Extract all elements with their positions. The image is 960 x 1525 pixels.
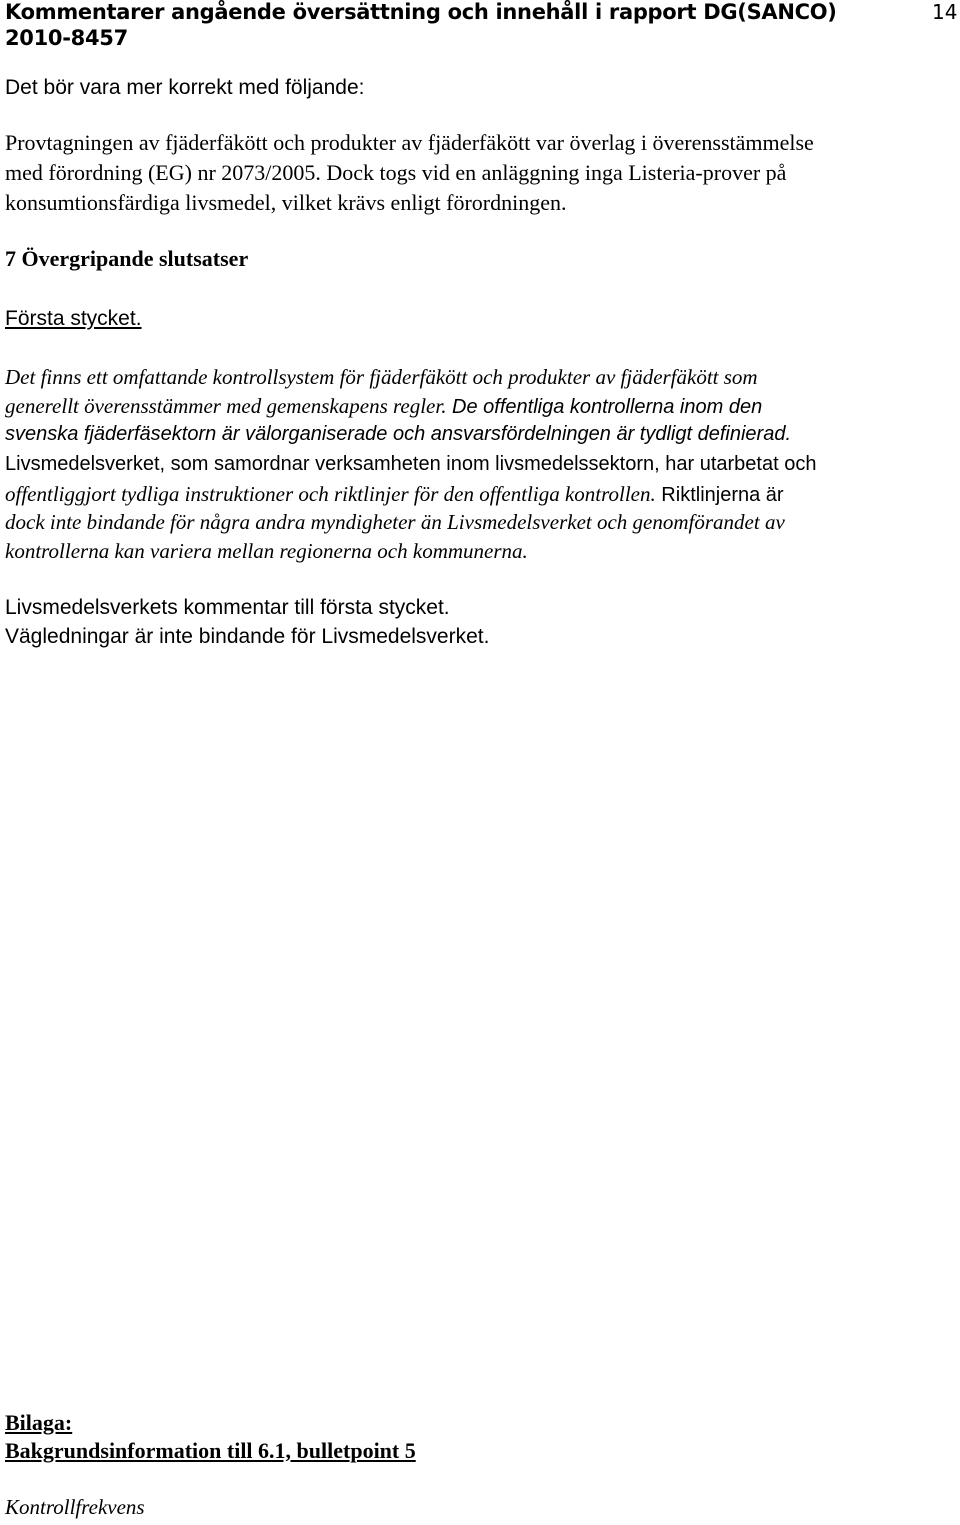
correction-line-1: Provtagningen av fjäderfäkött och produkter av fjäderfäkött var överlag i överensstämmelse [5, 130, 814, 155]
quote-line-5-serif: offentliggjort tydliga instruktioner och riktlinjer för den offentliga kontrollen. [5, 482, 656, 506]
comment-line-2: Vägledningar är inte bindande för Livsmedelsverket. [5, 625, 490, 648]
quote-line-6: dock inte bindande för några andra myndigheter än Livsmedelsverket och genomförandet av [5, 510, 785, 534]
header-title-line2: 2010-8457 [5, 26, 128, 50]
correction-line-3: konsumtionsfärdiga livsmedel, vilket krävs enligt förordningen. [5, 190, 567, 215]
section-heading: 7 Övergripande slutsatser [5, 246, 249, 271]
quote-line-2-serif: generellt överensstämmer med gemenskapens regler. [5, 394, 447, 418]
quote-line-7: kontrollerna kan variera mellan regionerna och kommunerna. [5, 539, 528, 563]
appendix-title: Bakgrundsinformation till 6.1, bulletpoint 5 [5, 1438, 416, 1463]
correction-line-2: med förordning (EG) nr 2073/2005. Dock togs vid en anläggning inga Listeria-prover på [5, 160, 787, 185]
quote-line-2 [5, 394, 762, 419]
quote-line-5 [5, 482, 784, 507]
page-number: 14 [932, 0, 958, 24]
intro-text: Det bör vara mer korrekt med följande: [5, 76, 365, 99]
header-title-line1: Kommentarer angående översättning och innehåll i rapport DG(SANCO) [5, 0, 837, 24]
appendix-subheading: Kontrollfrekvens [5, 1495, 145, 1519]
quote-line-2-sans: De offentliga kontrollerna inom den [446, 396, 763, 418]
comment-line-1: Livsmedelsverkets kommentar till första stycket. [5, 596, 450, 619]
appendix-label: Bilaga: [5, 1410, 73, 1435]
quote-line-4: Livsmedelsverket, som samordnar verksamheten inom livsmedelssektorn, har utarbetat och [5, 453, 817, 475]
quote-line-3: svenska fjäderfäsektorn är välorganiserade och ansvarsfördelningen är tydligt definierad. [5, 423, 792, 445]
quote-line-5-sans: Riktlinjerna är [655, 484, 784, 506]
quote-line-1: Det finns ett omfattande kontrollsystem för fjäderfäkött och produkter av fjäderfäkött som [5, 365, 758, 389]
first-paragraph-label: Första stycket. [5, 307, 142, 330]
